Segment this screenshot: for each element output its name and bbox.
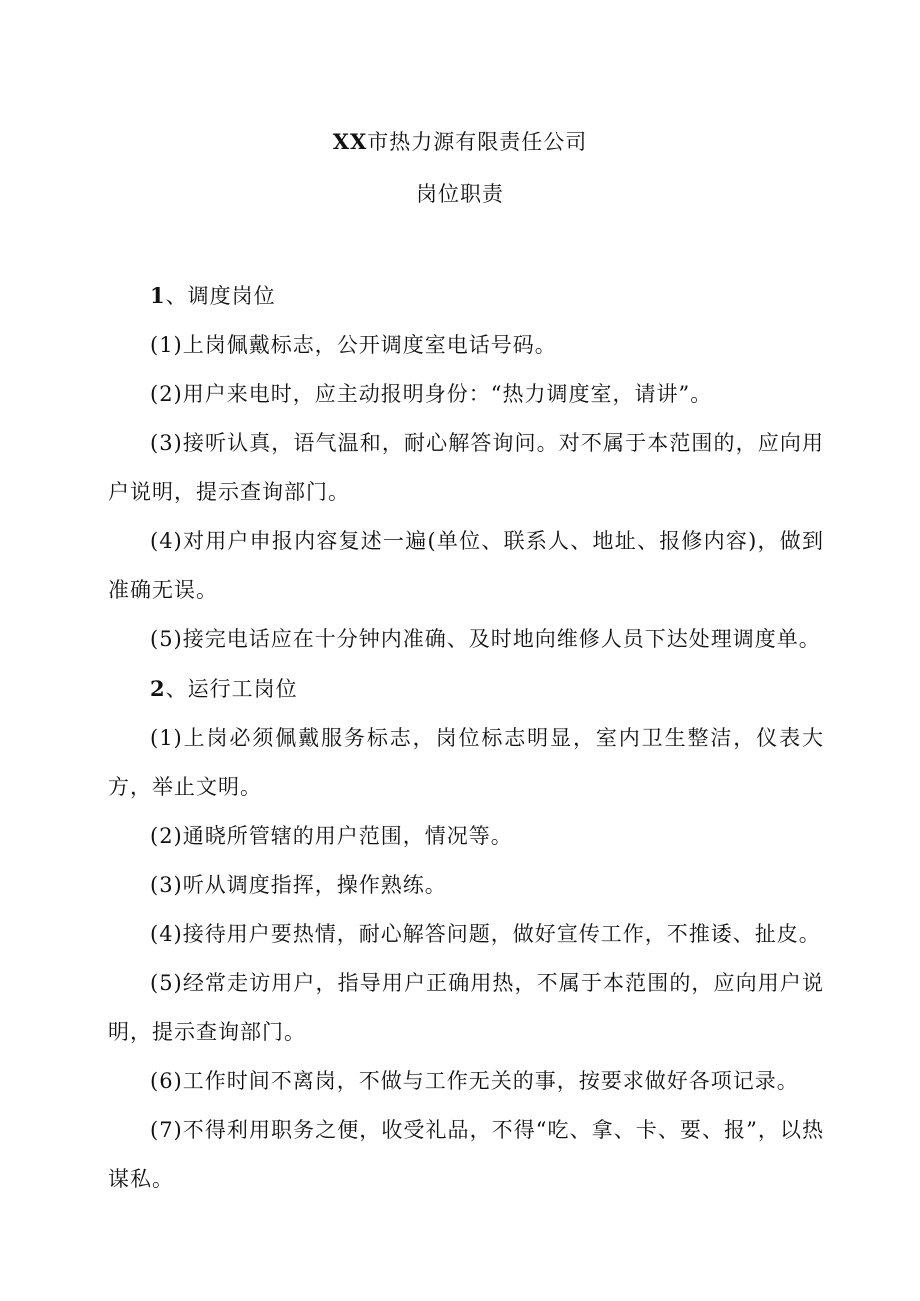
duty-item: (3)听从调度指挥，操作熟练。	[150, 873, 447, 897]
section-title: 、运行工岗位	[165, 677, 298, 701]
duty-item: (3)接听认真，语气温和，耐心解答询问。对不属于本范围的，应向用户说明，提示查询部门。	[108, 431, 824, 504]
duty-item: (2)用户来电时，应主动报明身份：“热力调度室，请讲”。	[150, 382, 713, 406]
duty-item: (1)上岗必须佩戴服务标志，岗位标志明显，室内卫生整洁，仪表大方，举止文明。	[108, 726, 824, 799]
section-title: 、调度岗位	[165, 284, 276, 308]
company-prefix: XX	[332, 129, 368, 154]
duty-item: (5)接完电话应在十分钟内准确、及时地向维修人员下达处理调度单。	[150, 627, 821, 651]
company-name: 市热力源有限责任公司	[367, 130, 588, 154]
document-body	[108, 271, 824, 1204]
duty-item: (2)通晓所管辖的用户范围，情况等。	[150, 824, 513, 848]
duty-item: (4)接待用户要热情，耐心解答问题，做好宣传工作，不推诿、扯皮。	[150, 922, 821, 946]
section-number: 2	[150, 676, 166, 701]
section-number: 1	[150, 283, 166, 308]
duty-item: (5)经常走访用户，指导用户正确用热，不属于本范围的，应向用户说明，提示查询部门。	[108, 971, 824, 1044]
duty-item: (7)不得利用职务之便，收受礼品，不得“吃、拿、卡、要、报”，以热谋私。	[108, 1118, 824, 1191]
document-subtitle: 岗位职责	[416, 182, 504, 206]
duty-item: (1)上岗佩戴标志，公开调度室电话号码。	[150, 333, 557, 357]
section-heading	[108, 664, 824, 714]
duty-item: (4)对用户申报内容复述一遍(单位、联系人、地址、报修内容)，做到准确无误。	[108, 529, 824, 602]
section-heading	[108, 271, 824, 321]
duty-item: (6)工作时间不离岗，不做与工作无关的事，按要求做好各项记录。	[150, 1069, 799, 1093]
company-title	[0, 127, 920, 157]
